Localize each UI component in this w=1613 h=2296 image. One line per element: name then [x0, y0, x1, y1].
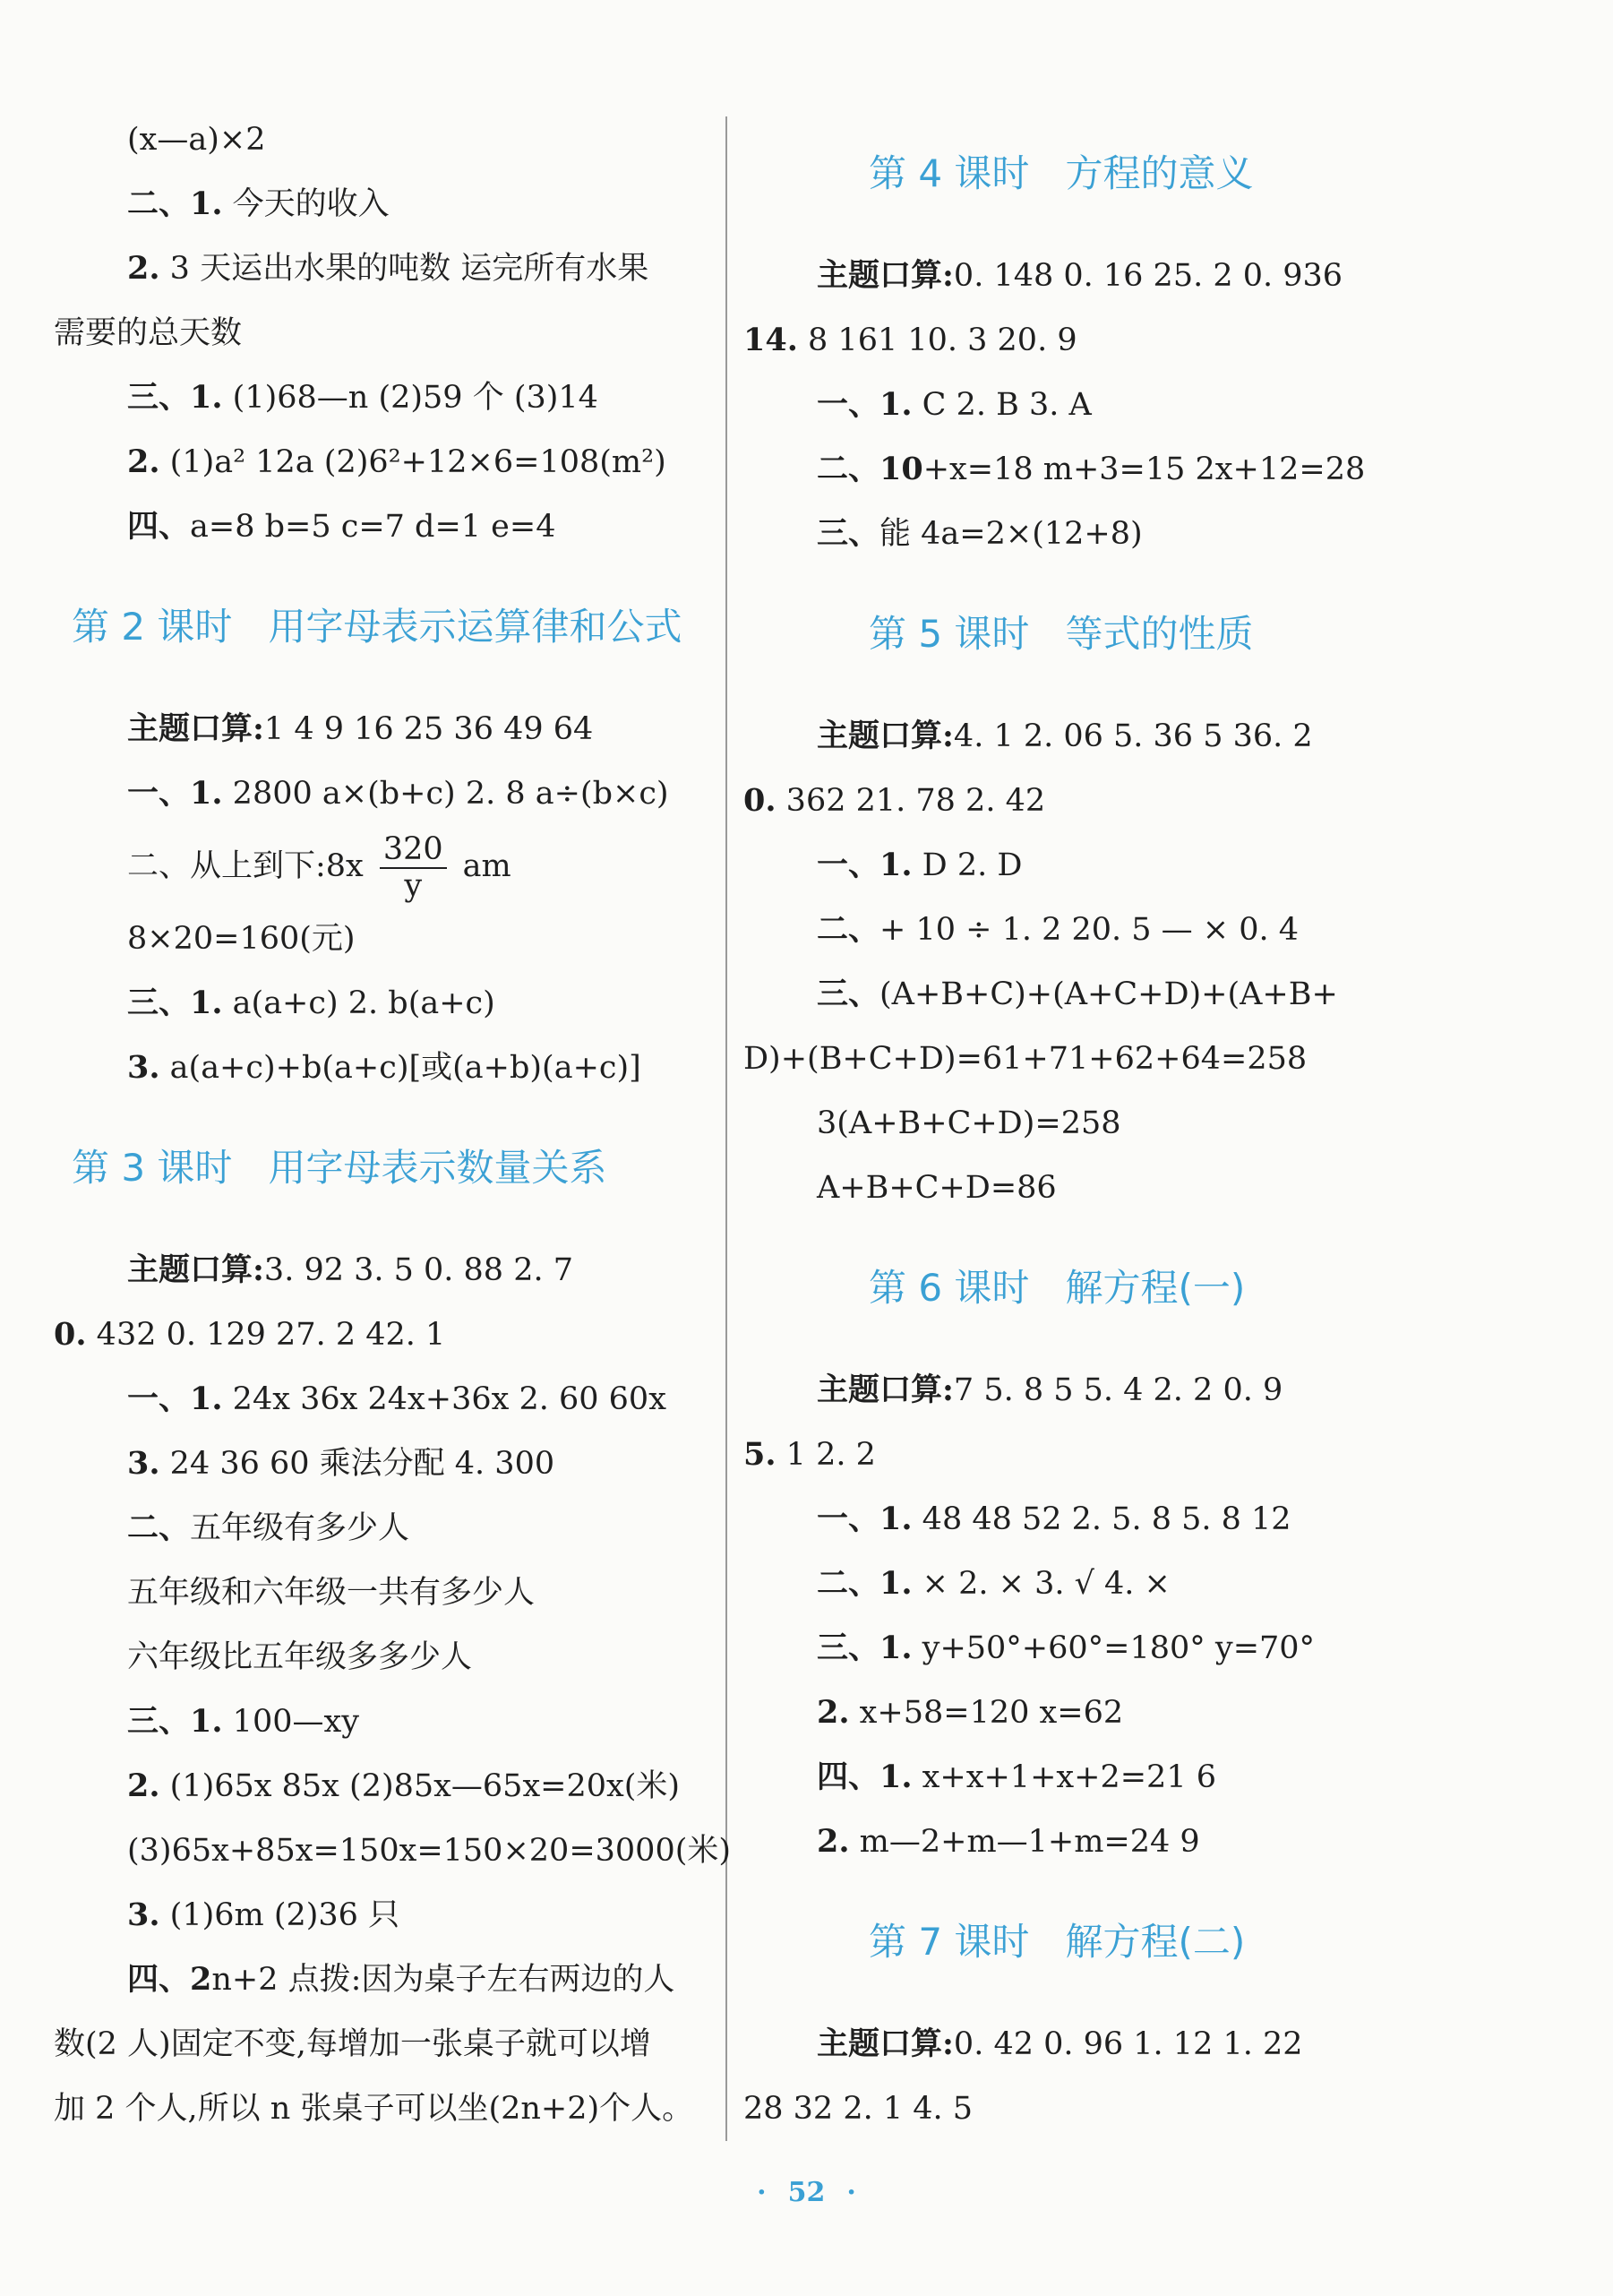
page-number-value: 52 [787, 2177, 826, 2208]
answer-line: 五年级和六年级一共有多少人 [127, 1575, 536, 1611]
lesson-number: 第 6 课时 [869, 1266, 1030, 1310]
lesson-heading-6 [743, 1261, 1406, 1315]
answer-line: 2. 3 天运出水果的吨数 运完所有水果 [127, 250, 649, 287]
answer-line: 数(2 人)固定不变,每增加一张桌子就可以增 [54, 2026, 651, 2062]
answer-line: 一、1. C 2. B 3. A [817, 386, 1092, 423]
answer-line: 二、1. 今天的收入 [127, 185, 390, 222]
section-marker: 一、1. [127, 1380, 223, 1417]
lesson-title: 等式的性质 [1065, 612, 1254, 656]
answer-line: 三、1. (1)68—n (2)59 个 (3)14 [127, 379, 598, 416]
answer-line: 主题口算:3. 92 3. 5 0. 88 2. 7 [127, 1251, 573, 1288]
section-marker: 二、1. [127, 185, 223, 222]
fraction [380, 832, 447, 903]
answer-line: 3(A+B+C+D)=258 [817, 1105, 1121, 1141]
section-marker: 2. [817, 1694, 850, 1731]
answer-line: 2. (1)a² 12a (2)6²+12×6=108(m²) [127, 443, 666, 480]
fraction-numerator: 320 [380, 832, 447, 869]
section-marker: 5. [743, 1436, 776, 1473]
answer-line: 四、2n+2 点拨:因为桌子左右两边的人 [127, 1961, 675, 1998]
answer-line: 需要的总天数 [54, 315, 243, 351]
intro-answers [54, 107, 716, 559]
answer-line: D)+(B+C+D)=61+71+62+64=258 [743, 1041, 1308, 1077]
section-marker: 3. [127, 1445, 160, 1482]
answer-line: 三、1. a(a+c) 2. b(a+c) [127, 985, 495, 1021]
answer-line: 8×20=160(元) [127, 921, 356, 957]
section-marker: 三、 [817, 976, 880, 1012]
answer-line: 主题口算:1 4 9 16 25 36 49 64 [127, 710, 594, 747]
section-marker: 三、1. [127, 1703, 223, 1740]
lesson-heading-4 [743, 147, 1406, 201]
lesson-number: 第 4 课时 [869, 151, 1030, 195]
answer-line: 加 2 个人,所以 n 张桌子可以坐(2n+2)个人。 [54, 2091, 694, 2127]
answer-line: (x—a)×2 [127, 122, 266, 158]
answer-line: 0. 432 0. 129 27. 2 42. 1 [54, 1316, 446, 1353]
section-marker: 0. [743, 782, 776, 819]
answer-line: 三、(A+B+C)+(A+C+D)+(A+B+ [817, 976, 1338, 1012]
lesson-title: 用字母表示数量关系 [268, 1146, 607, 1190]
lesson-number: 第 5 课时 [869, 612, 1030, 656]
section-marker: 三、1. [817, 1630, 913, 1666]
section-marker: 一、1. [127, 775, 223, 812]
section-marker: 二、 [817, 911, 880, 948]
lesson-number: 第 7 课时 [869, 1920, 1030, 1964]
answer-line: 3. a(a+c)+b(a+c)[或(a+b)(a+c)] [127, 1049, 641, 1086]
fraction-denominator: y [404, 867, 423, 904]
page-dot-left: · [757, 2177, 767, 2208]
lesson-4-answers [743, 244, 1406, 566]
answer-line: 主题口算:0. 42 0. 96 1. 12 1. 22 [817, 2025, 1303, 2062]
lesson-2-answers [54, 697, 716, 826]
section-marker: 主题口算: [817, 1372, 954, 1408]
answer-line: 二、10+x=18 m+3=15 2x+12=28 [817, 451, 1366, 487]
page-number [0, 2177, 1613, 2208]
answer-line: 28 32 2. 1 4. 5 [743, 2091, 974, 2127]
section-marker: 3. [127, 1896, 160, 1933]
answer-line: 0. 362 21. 78 2. 42 [743, 782, 1046, 819]
section-marker: 四、1. [817, 1759, 913, 1795]
section-marker: 14. [743, 322, 798, 358]
lesson-number: 第 3 课时 [72, 1146, 233, 1190]
section-marker: 三、1. [127, 379, 223, 416]
lesson-3-answers [54, 1238, 732, 2141]
answer-line: 四、1. x+x+1+x+2=21 6 [817, 1759, 1216, 1795]
section-marker: 2. [127, 1767, 160, 1804]
lesson-number: 第 2 课时 [72, 605, 233, 649]
answer-line: 2. (1)65x 85x (2)85x—65x=20x(米) [127, 1767, 681, 1804]
answer-prefix: 二、从上到下:8x [127, 848, 364, 884]
lesson-title: 方程的意义 [1065, 151, 1254, 195]
answer-line: 一、1. 2800 a×(b+c) 2. 8 a÷(b×c) [127, 775, 669, 812]
answer-line: 2. m—2+m—1+m=24 9 [817, 1823, 1200, 1860]
section-marker: 一、1. [817, 1501, 913, 1537]
section-marker: 2. [127, 250, 160, 287]
lesson-title: 解方程(一) [1065, 1266, 1246, 1310]
lesson-2-answers-continued [54, 907, 716, 1100]
lesson-heading-2 [54, 600, 716, 654]
section-marker: 主题口算: [817, 2025, 954, 2062]
answer-line: 二、1. × 2. × 3. √ 4. × [817, 1565, 1171, 1602]
answer-line: 一、1. 24x 36x 24x+36x 2. 60 60x [127, 1380, 666, 1417]
left-column [54, 107, 732, 2141]
section-marker: 主题口算: [127, 1251, 264, 1288]
lesson-6-answers [743, 1358, 1406, 1874]
section-marker: 二、1. [817, 1565, 913, 1602]
answer-line: 2. x+58=120 x=62 [817, 1694, 1124, 1731]
fraction-answer-line [54, 826, 716, 907]
answer-line: 三、能 4a=2×(12+8) [817, 515, 1143, 552]
answer-line: 3. 24 36 60 乘法分配 4. 300 [127, 1445, 555, 1482]
lesson-title: 解方程(二) [1065, 1920, 1246, 1964]
answer-line: 14. 8 161 10. 3 20. 9 [743, 322, 1077, 358]
page-dot-right: · [846, 2177, 856, 2208]
section-marker: 2. [817, 1823, 850, 1860]
answer-line: 主题口算:4. 1 2. 06 5. 36 5 36. 2 [817, 718, 1313, 754]
section-marker: 主题口算: [817, 257, 954, 294]
lesson-5-answers [743, 704, 1406, 1220]
answer-line: 三、1. 100—xy [127, 1703, 359, 1740]
answer-line: A+B+C+D=86 [817, 1170, 1057, 1206]
answer-line: 3. (1)6m (2)36 只 [127, 1896, 400, 1933]
right-column [743, 107, 1406, 2141]
section-marker: 四、2 [127, 1961, 212, 1998]
answer-line: 一、1. D 2. D [817, 847, 1023, 883]
answer-suffix: am [462, 848, 511, 884]
section-marker: 二、 [127, 1509, 191, 1546]
answer-line: 六年级比五年级多多少人 [127, 1639, 473, 1675]
section-marker: 主题口算: [127, 710, 264, 747]
lesson-7-answers [743, 2012, 1406, 2141]
answer-line: 一、1. 48 48 52 2. 5. 8 5. 8 12 [817, 1501, 1291, 1537]
section-marker: 一、1. [817, 847, 913, 883]
answer-line: 二、+ 10 ÷ 1. 2 20. 5 — × 0. 4 [817, 911, 1300, 948]
section-marker: 2. [127, 443, 160, 480]
section-marker: 一、1. [817, 386, 913, 423]
lesson-heading-5 [743, 607, 1406, 661]
lesson-title: 用字母表示运算律和公式 [268, 605, 682, 649]
lesson-heading-3 [54, 1141, 716, 1195]
lesson-heading-7 [743, 1915, 1406, 1969]
section-marker: 0. [54, 1316, 87, 1353]
answer-line: 5. 1 2. 2 [743, 1436, 876, 1473]
answer-line: 二、五年级有多少人 [127, 1509, 410, 1546]
section-marker: 主题口算: [817, 718, 954, 754]
answer-line: (3)65x+85x=150x=150×20=3000(米) [127, 1833, 732, 1869]
section-marker: 二、10 [817, 451, 923, 487]
answer-line: 主题口算:0. 148 0. 16 25. 2 0. 936 [817, 257, 1343, 294]
answer-line: 四、a=8 b=5 c=7 d=1 e=4 [127, 508, 556, 545]
answer-line: 三、1. y+50°+60°=180° y=70° [817, 1630, 1316, 1666]
answer-line: 主题口算:7 5. 8 5 5. 4 2. 2 0. 9 [817, 1372, 1283, 1408]
section-marker: 3. [127, 1049, 160, 1086]
section-marker: 三、1. [127, 985, 223, 1021]
section-marker: 四、 [127, 508, 191, 545]
section-marker: 三、 [817, 515, 880, 552]
